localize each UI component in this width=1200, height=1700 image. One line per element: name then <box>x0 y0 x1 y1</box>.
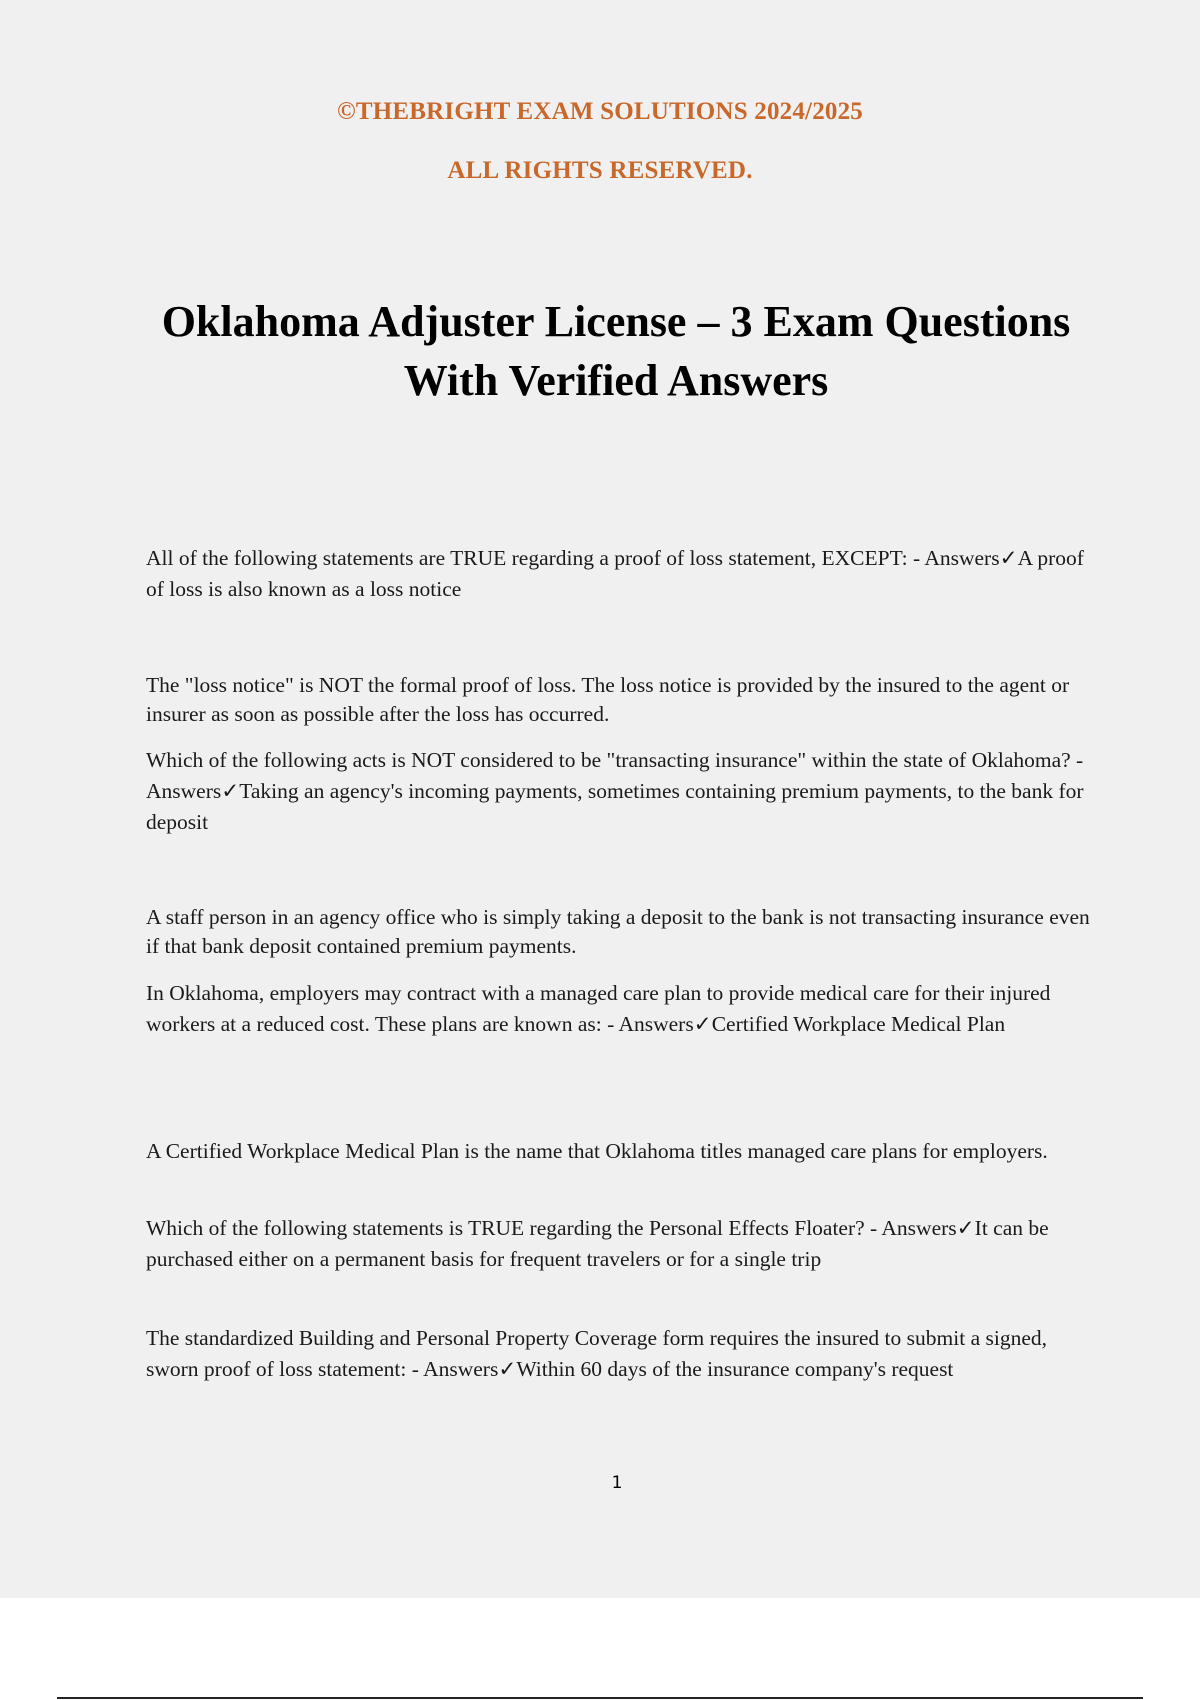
question-transacting-insurance: Which of the following acts is NOT considered to be "transacting insurance" within the state of Oklahoma? - Answers✓Taking an agency's incoming payments, sometimes containing premium payments, to the bank for deposit <box>146 748 1084 834</box>
question-proof-of-loss: All of the following statements are TRUE regarding a proof of loss statement, EXCEPT: - Answers✓A proof of loss is also known as a loss notice <box>146 546 1084 601</box>
copyright-header: ©THEBRIGHT EXAM SOLUTIONS 2024/2025 <box>336 98 863 125</box>
explanation-bank-deposit: A staff person in an agency office who is simply taking a deposit to the bank is not transacting insurance even if that bank deposit contained premium payments. <box>146 905 1090 958</box>
page-number: 1 <box>611 1473 623 1493</box>
explanation-loss-notice: The "loss notice" is NOT the formal proof of loss. The loss notice is provided by the insured to the agent or insurer as soon as possible after the loss has occurred. <box>146 673 1070 726</box>
question-personal-effects-floater: Which of the following statements is TRUE regarding the Personal Effects Floater? - Answers✓It can be purchased either on a permanent basis for frequent travelers or for a single trip <box>146 1216 1049 1271</box>
question-managed-care-plan: In Oklahoma, employers may contract with a managed care plan to provide medical care for their injured workers at a reduced cost. These plans are known as: - Answers✓Certified Workplace Medical Plan <box>146 981 1051 1036</box>
document-title: Oklahoma Adjuster License – 3 Exam Questions With Verified Answers <box>161 297 1071 405</box>
explanation-certified-workplace-plan: A Certified Workplace Medical Plan is the name that Oklahoma titles managed care plans for employers. <box>146 1139 1048 1163</box>
footer-divider <box>57 1697 1143 1699</box>
question-proof-of-loss-deadline: The standardized Building and Personal Property Coverage form requires the insured to submit a signed, sworn proof of loss statement: - Answers✓Within 60 days of the insurance company's request <box>146 1326 1047 1381</box>
rights-reserved-header: ALL RIGHTS RESERVED. <box>447 157 753 184</box>
